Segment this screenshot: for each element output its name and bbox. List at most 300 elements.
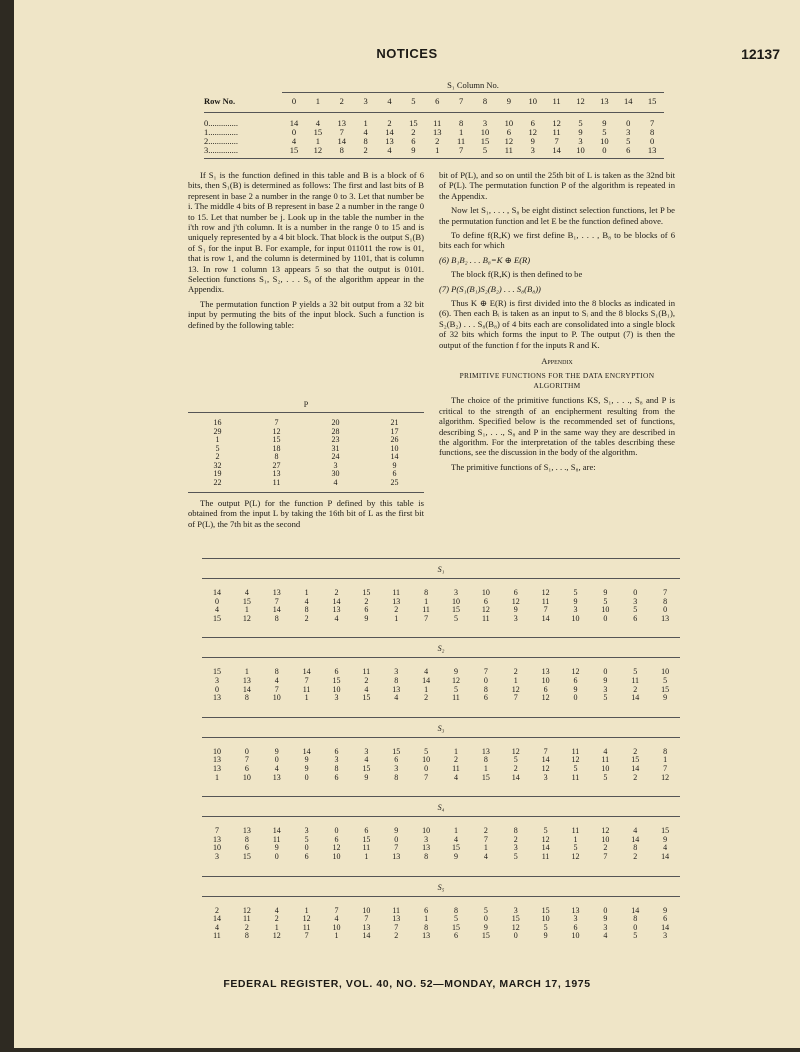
table-cell: 6: [304, 851, 309, 861]
table-cell: 12: [511, 922, 520, 932]
table-cell: 10: [390, 443, 399, 453]
table-cell: 7: [483, 834, 488, 844]
table-cell: 1: [435, 145, 440, 155]
table-cell: 15: [661, 684, 670, 694]
table-row: [202, 853, 680, 862]
table-cell: 11: [601, 755, 610, 765]
table-cell: 13: [392, 914, 401, 924]
table-cell: 13: [422, 931, 431, 941]
table-cell: 5: [453, 914, 458, 924]
table-cell: 0: [214, 684, 219, 694]
table-cell: 3: [543, 772, 548, 782]
table-cell: 7: [483, 667, 488, 677]
table-cell: 3: [603, 684, 608, 694]
table-cell: 9: [573, 684, 578, 694]
table-cell: 7: [513, 693, 518, 703]
table-cell: 12: [601, 826, 610, 836]
table-cell: 14: [302, 746, 311, 756]
table-cell: 4: [274, 763, 279, 773]
table-cell: 5: [453, 613, 458, 623]
table-cell: 13: [272, 469, 281, 478]
table-cell: 14: [661, 851, 670, 861]
table-row: [188, 470, 424, 479]
table-row: [188, 445, 424, 454]
table-cell: 14: [390, 452, 399, 461]
table-cell: 11: [362, 667, 371, 677]
paragraph: The choice of the primitive functions KS, S₁, . . ., S₈ and P is critical to the strength of an encipherment resulting from the algorithm. Specified below is the recommended set of functions, describing S₁, . . ., S₈ and P in the same way they are described in the algorithm. For the interpretation of the tables describing these functions, see the discussion in the body of the algorithm.: [439, 395, 675, 458]
table-cell: 3: [304, 826, 309, 836]
table-cell: 1: [424, 684, 429, 694]
table-cell: 26: [390, 435, 399, 444]
table-cell: 4: [603, 931, 608, 941]
table-cell: 4: [315, 118, 320, 128]
table-cell: 8: [244, 834, 249, 844]
table-cell: 2: [394, 605, 399, 615]
table-cell: 11: [541, 851, 550, 861]
table-cell: 2: [633, 746, 638, 756]
table-cell: 4: [334, 613, 339, 623]
table-cell: 0: [649, 136, 655, 146]
table-cell: 3: [214, 675, 219, 685]
sbox-table: [202, 558, 680, 637]
table-cell: 15: [212, 613, 221, 623]
table-cell: 5: [633, 667, 638, 677]
table-cell: 1: [244, 667, 249, 677]
table-cell: 8: [483, 684, 488, 694]
table-cell: 2: [304, 613, 309, 623]
table-cell: 4: [364, 684, 369, 694]
table-cell: 4: [603, 746, 608, 756]
table-cell: 8: [334, 763, 339, 773]
table-cell: 7: [458, 145, 464, 155]
table-cell: 5: [513, 851, 518, 861]
column-header: 14: [623, 96, 633, 106]
table-cell: 11: [272, 834, 281, 844]
table-cell: 12: [571, 755, 580, 765]
table-cell: 6: [573, 675, 578, 685]
table-cell: 13: [337, 118, 346, 128]
table-cell: 1: [274, 922, 279, 932]
table-cell: 9: [663, 693, 668, 703]
table-row: [202, 844, 680, 853]
table-cell: 2: [424, 693, 429, 703]
table-cell: 5: [663, 675, 668, 685]
table-cell: 14: [272, 605, 281, 615]
table-cell: 2: [363, 145, 368, 155]
table-cell: 13: [647, 145, 657, 155]
table-cell: 14: [541, 843, 550, 853]
table-cell: 6: [334, 772, 339, 782]
table-cell: 14: [212, 914, 221, 924]
table-cell: 13: [212, 763, 221, 773]
table-cell: 2: [334, 588, 339, 597]
table-cell: 1: [663, 755, 668, 765]
table-cell: 5: [603, 772, 608, 782]
table-cell: 11: [456, 136, 466, 146]
table-cell: 0: [603, 667, 608, 677]
table-cell: 7: [274, 684, 279, 694]
table-cell: 0: [394, 834, 399, 844]
table-cell: 13: [272, 772, 281, 782]
table-cell: 5: [603, 693, 608, 703]
table-cell: 0: [626, 118, 631, 128]
table-cell: 11: [392, 588, 401, 597]
table-cell: 14: [541, 755, 550, 765]
table-cell: 10: [451, 596, 460, 606]
table-cell: 0: [663, 605, 668, 615]
table-cell: 12: [272, 426, 281, 436]
table-cell: 7: [214, 826, 219, 836]
s1-table-columns: [282, 96, 664, 106]
table-cell: 0: [424, 763, 429, 773]
table-cell: 5: [603, 596, 608, 606]
table-cell: 3: [394, 667, 399, 677]
table-cell: 8: [424, 588, 429, 597]
table-cell: 3: [603, 922, 608, 932]
table-cell: 15: [272, 435, 281, 444]
table-cell: 10: [480, 127, 490, 137]
paragraph: The block f(R,K) is then defined to be: [451, 269, 583, 280]
table-cell: 3: [334, 755, 339, 765]
table-cell: 15: [362, 693, 371, 703]
column-header: 11: [552, 96, 561, 106]
table-cell: 1: [244, 605, 249, 615]
table-row: [202, 668, 680, 677]
table-cell: 10: [541, 914, 550, 924]
table-cell: 12: [511, 684, 520, 694]
table-cell: 14: [552, 145, 561, 155]
paragraph: Thus K ⊕ E(R) is first divided into the 8 blocks as indicated in (6). Then each Bᵢ is taken as an input to Sᵢ and the 8 blocks S₁(B₁), S₂(B₂) . . . S₈(B₈) of 4 bits each are consolidated into a single block of 32 bits which forms the input to P. The output (7) is then the output of the function f for the inputs R and K.: [439, 298, 675, 350]
table-cell: 0: [603, 613, 608, 623]
table-cell: 8: [513, 826, 518, 836]
table-cell: 7: [339, 127, 344, 137]
table-cell: 13: [272, 588, 281, 597]
table-cell: 11: [392, 905, 401, 915]
table-cell: 6: [244, 843, 249, 853]
sbox-title: S₅: [202, 876, 680, 897]
table-cell: 6: [530, 118, 535, 128]
table-cell: 2: [633, 684, 638, 694]
table-cell: 10: [362, 905, 371, 915]
table-cell: 9: [453, 851, 458, 861]
table-cell: 5: [453, 684, 458, 694]
table-cell: 6: [483, 693, 488, 703]
table-cell: 8: [483, 755, 488, 765]
equation-7: (7) P(S₁(B₁)S₂(B₂) . . . S₈(B₈)): [439, 283, 541, 294]
table-cell: 9: [530, 136, 535, 146]
table-cell: 11: [242, 914, 251, 924]
table-cell: 4: [387, 145, 392, 155]
table-cell: 2: [513, 763, 518, 773]
table-cell: 12: [481, 605, 490, 615]
table-cell: 11: [631, 675, 640, 685]
table-cell: 13: [385, 136, 394, 146]
table-cell: 4: [394, 693, 399, 703]
table-cell: 22: [213, 477, 222, 487]
table-cell: 2: [453, 755, 458, 765]
p-table-rows: [188, 413, 424, 493]
table-cell: 6: [663, 914, 668, 924]
table-cell: 8: [394, 772, 399, 782]
column-header: 7: [458, 96, 464, 106]
table-cell: 5: [543, 826, 548, 836]
table-cell: 10: [661, 667, 670, 677]
table-cell: 13: [392, 684, 401, 694]
table-cell: 13: [242, 675, 251, 685]
table-cell: 9: [394, 826, 399, 836]
paragraph: The primitive functions of S₁, . . ., S₈, are:: [451, 461, 596, 472]
table-cell: 4: [274, 905, 279, 915]
table-cell: 3: [482, 118, 488, 128]
table-cell: 3: [626, 127, 631, 137]
table-cell: 16: [213, 418, 222, 427]
table-cell: 15: [631, 755, 640, 765]
paragraph: To define f(R,K) we first define B₁, . . . , B₈ to be blocks of 6 bits each for which: [439, 230, 675, 251]
table-cell: 10: [481, 588, 490, 597]
table-cell: 1: [334, 931, 339, 941]
table-cell: 14: [511, 772, 520, 782]
column-header: 9: [506, 96, 511, 106]
table-cell: 9: [304, 755, 309, 765]
table-cell: 10: [601, 834, 610, 844]
table-cell: 15: [451, 843, 460, 853]
table-cell: 12: [242, 905, 251, 915]
table-cell: 9: [364, 772, 369, 782]
table-cell: 4: [663, 843, 668, 853]
table-cell: 10: [212, 746, 221, 756]
table-cell: 15: [313, 127, 323, 137]
sbox-rows: [202, 817, 680, 875]
table-cell: 2: [435, 136, 440, 146]
row-label: 0..............: [204, 118, 238, 128]
sbox-tables: [202, 558, 680, 955]
table-cell: 9: [603, 914, 608, 924]
table-cell: 13: [392, 851, 401, 861]
table-cell: 11: [302, 684, 311, 694]
table-cell: 0: [334, 826, 339, 836]
table-cell: 15: [362, 588, 371, 597]
table-cell: 2: [364, 596, 369, 606]
table-cell: 17: [390, 426, 399, 436]
table-cell: 5: [424, 746, 429, 756]
table-row: [188, 462, 424, 471]
table-cell: 4: [483, 851, 488, 861]
table-cell: 8: [244, 931, 249, 941]
table-cell: 7: [543, 605, 548, 615]
table-cell: 10: [541, 675, 550, 685]
table-cell: 8: [244, 693, 249, 703]
table-cell: 4: [424, 667, 429, 677]
table-cell: 3: [333, 460, 338, 470]
table-cell: 31: [331, 443, 340, 453]
table-cell: 7: [554, 136, 559, 146]
table-cell: 15: [242, 596, 251, 606]
table-cell: 15: [541, 905, 550, 915]
table-cell: 1: [424, 914, 429, 924]
table-row: [202, 694, 680, 703]
table-cell: 4: [453, 834, 458, 844]
table-cell: 7: [304, 675, 309, 685]
table-cell: 14: [272, 826, 281, 836]
table-cell: 2: [483, 826, 488, 836]
table-cell: 6: [364, 826, 369, 836]
table-cell: 8: [424, 922, 429, 932]
table-cell: 6: [573, 922, 578, 932]
table-cell: 15: [451, 605, 460, 615]
table-row: [188, 419, 424, 428]
table-cell: 10: [601, 605, 610, 615]
table-cell: 2: [244, 922, 249, 932]
paragraph: If S₁ is the function defined in this table and B is a block of 6 bits, then S₁(B) is determined as follows: The first and last bits of B represent in base 2 a number in the range 0 to 3. Let that number be i. The middle 4 bits of B represent in base 2 a number in the range 0 to 15. Let that number be j. Look up in the table the number in the i'th row and j'th column. It is a number in the range 0 to 15 and is uniquely represented by a 4 bit block. That block is the output S₁(B) of S₁ for the input B. For example, for input 011011 the row is 01, that is row 1, and the column is determined by 1101, that is column 13. In row 1 column 13 appears 5 so that the output is 0101. Selection functions S₁, S₂, . . . S₈ of the algorithm appear in the Appendix.: [188, 170, 424, 295]
paragraph: The output P(L) for the function P defined by this table is obtained from the input L by taking the 16th bit of L as the first bit of P(L), the 7th bit as the second: [188, 498, 424, 529]
table-cell: 8: [339, 145, 344, 155]
table-cell: 10: [571, 931, 580, 941]
table-cell: 7: [424, 613, 429, 623]
sbox-rows: [202, 738, 680, 796]
table-cell: 11: [571, 746, 580, 756]
table-cell: 13: [212, 755, 221, 765]
sbox-title: S₃: [202, 717, 680, 738]
table-cell: 1: [363, 118, 368, 128]
table-cell: 6: [334, 667, 339, 677]
table-cell: 7: [364, 914, 369, 924]
table-cell: 0: [214, 596, 219, 606]
sbox-table: [202, 796, 680, 875]
table-cell: 9: [543, 931, 548, 941]
table-cell: 9: [392, 460, 397, 470]
table-cell: 12: [661, 772, 670, 782]
table-cell: 0: [274, 851, 279, 861]
column-header: 0: [291, 96, 297, 106]
table-cell: 0: [304, 843, 309, 853]
appendix-subheading: PRIMITIVE FUNCTIONS FOR THE DATA ENCRYPTION ALGORITHM: [459, 370, 655, 390]
table-cell: 9: [602, 118, 607, 128]
sbox-title: S₄: [202, 796, 680, 817]
table-cell: 5: [626, 136, 631, 146]
table-row: [202, 615, 680, 624]
table-cell: 5: [573, 843, 578, 853]
s1-table-column-header-row: [204, 93, 664, 113]
table-cell: 7: [274, 596, 279, 606]
table-cell: 3: [424, 834, 429, 844]
table-row: [202, 589, 680, 598]
table-cell: 11: [362, 843, 371, 853]
table-cell: 7: [304, 931, 309, 941]
column-header: 10: [528, 96, 537, 106]
table-cell: 3: [513, 613, 518, 623]
sbox-table: [202, 637, 680, 716]
sbox-rows: [202, 658, 680, 716]
table-cell: 10: [571, 613, 580, 623]
table-cell: 10: [422, 755, 431, 765]
table-cell: 27: [272, 460, 281, 470]
table-cell: 13: [242, 826, 251, 836]
table-cell: 9: [304, 763, 309, 773]
table-cell: 10: [332, 851, 341, 861]
table-cell: 15: [451, 922, 460, 932]
table-cell: 13: [332, 605, 341, 615]
table-cell: 0: [603, 905, 608, 915]
table-cell: 6: [392, 469, 397, 478]
table-cell: 3: [573, 914, 578, 924]
table-cell: 5: [578, 118, 583, 128]
p-table: [188, 400, 424, 493]
table-cell: 2: [633, 851, 638, 861]
table-cell: 11: [552, 127, 561, 137]
table-cell: 12: [571, 667, 580, 677]
table-cell: 8: [274, 613, 279, 623]
table-cell: 11: [571, 772, 580, 782]
table-cell: 11: [452, 763, 460, 773]
table-cell: 11: [433, 118, 442, 128]
table-cell: 12: [541, 588, 550, 597]
table-cell: 8: [304, 605, 309, 615]
table-cell: 2: [214, 905, 219, 915]
table-row: [188, 453, 424, 462]
equation-6: (6) B₁B₂ . . . B₈=K ⊕ E(R): [439, 254, 531, 265]
row-label: 1..............: [204, 127, 238, 137]
document-page: [14, 0, 800, 1048]
table-cell: 10: [332, 922, 341, 932]
table-cell: 15: [289, 145, 299, 155]
table-cell: 1: [394, 613, 399, 623]
table-cell: 5: [602, 127, 607, 137]
table-cell: 2: [603, 843, 608, 853]
table-cell: 13: [571, 905, 580, 915]
table-cell: 1: [483, 763, 488, 773]
table-row: [204, 128, 664, 137]
page-header-title: NOTICES: [376, 46, 438, 61]
table-cell: 9: [663, 905, 668, 915]
table-cell: 9: [513, 605, 518, 615]
table-cell: 12: [511, 746, 520, 756]
table-cell: 12: [511, 596, 520, 606]
table-cell: 6: [543, 684, 548, 694]
table-cell: 11: [504, 145, 513, 155]
table-cell: 4: [244, 588, 249, 597]
table-cell: 10: [242, 772, 251, 782]
table-cell: 2: [394, 931, 399, 941]
table-cell: 0: [244, 746, 249, 756]
table-cell: 8: [633, 914, 638, 924]
table-cell: 3: [513, 843, 518, 853]
table-cell: 1: [215, 435, 220, 444]
table-cell: 2: [215, 452, 220, 461]
table-row: [188, 436, 424, 445]
table-cell: 2: [633, 772, 638, 782]
table-cell: 3: [513, 905, 518, 915]
table-row: [202, 836, 680, 845]
table-cell: 1: [453, 826, 458, 836]
table-cell: 1: [214, 772, 219, 782]
table-cell: 6: [506, 127, 511, 137]
table-cell: 4: [214, 605, 219, 615]
table-cell: 8: [363, 136, 368, 146]
table-cell: 6: [633, 613, 638, 623]
table-cell: 0: [573, 693, 578, 703]
table-cell: 10: [332, 684, 341, 694]
table-cell: 15: [409, 118, 418, 128]
table-cell: 30: [331, 469, 340, 478]
table-cell: 18: [272, 443, 281, 453]
table-cell: 2: [411, 127, 416, 137]
table-cell: 0: [633, 922, 638, 932]
table-cell: 14: [661, 922, 670, 932]
table-cell: 12: [528, 127, 537, 137]
table-cell: 0: [483, 675, 488, 685]
table-cell: 14: [212, 588, 221, 597]
sbox-table: [202, 717, 680, 796]
